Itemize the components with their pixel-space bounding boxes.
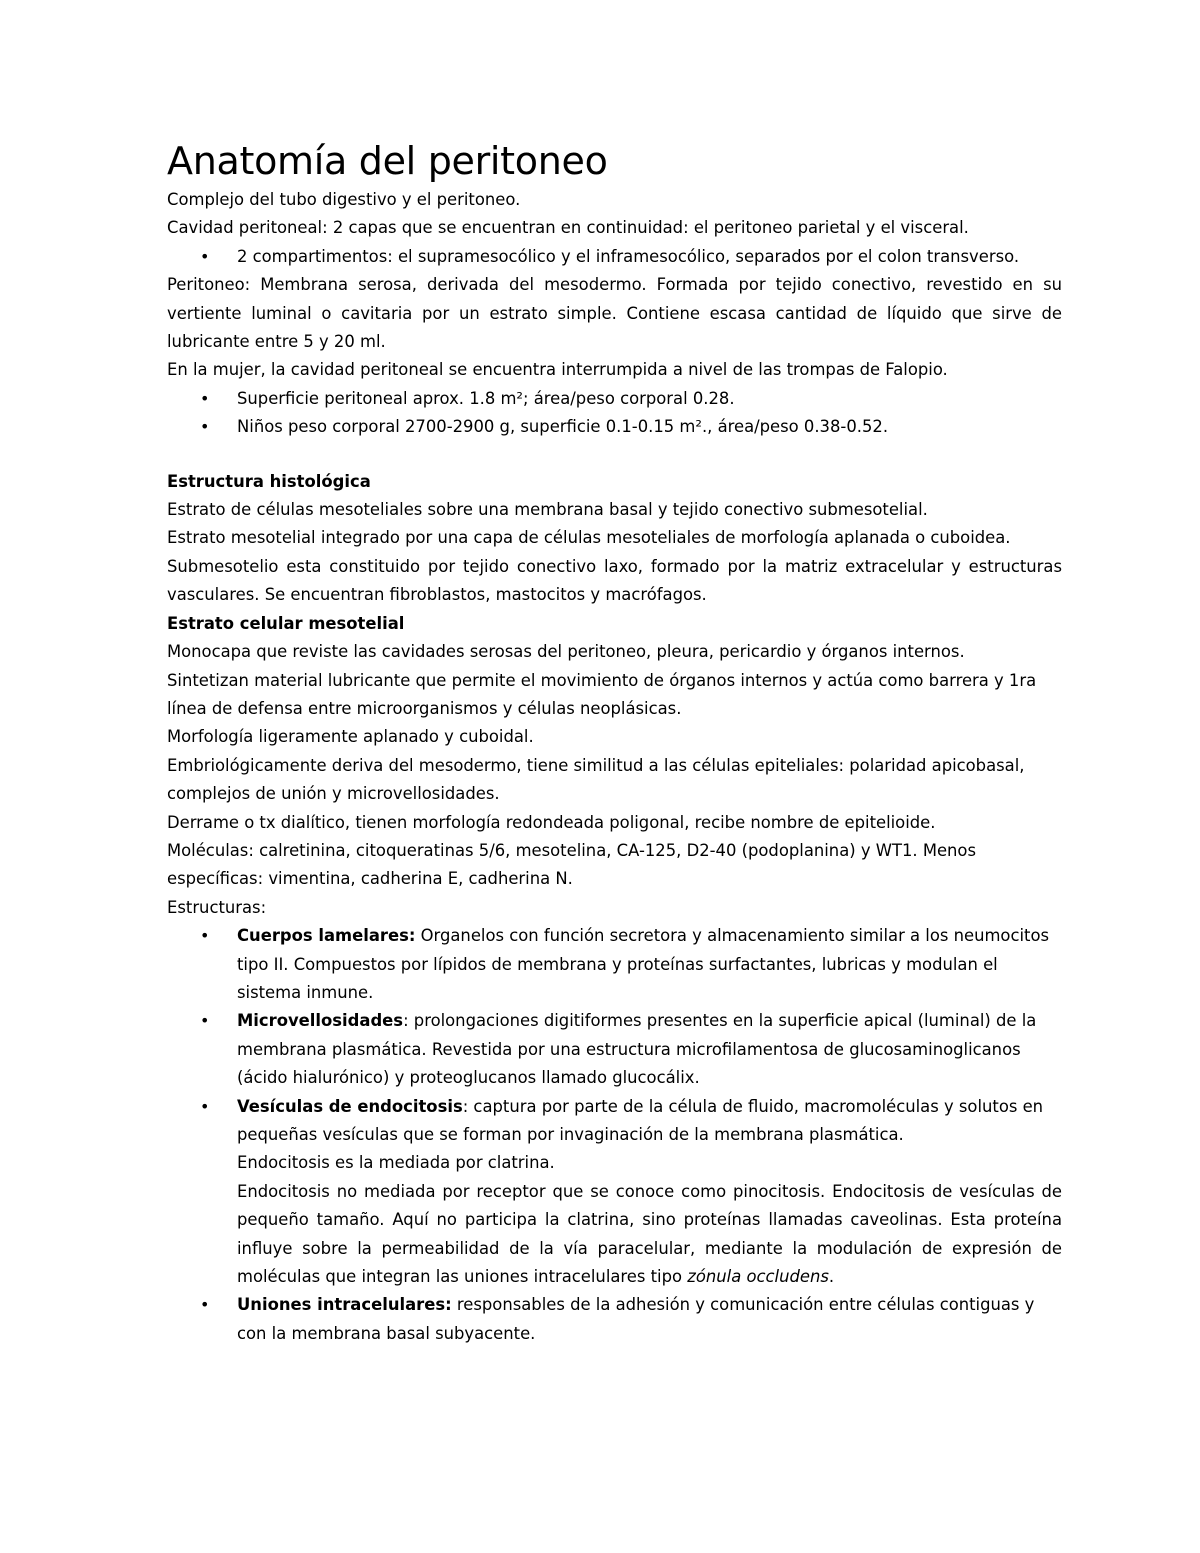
term-text: responsables de la adhesión y comunicación entre células contiguas y con la membrana basal subyacente. bbox=[237, 1295, 1035, 1343]
section-heading-mesotelial: Estrato celular mesotelial bbox=[167, 613, 405, 633]
term-label: Vesículas de endocitosis bbox=[237, 1096, 463, 1116]
term-label: Cuerpos lamelares: bbox=[237, 926, 416, 946]
section-spacer bbox=[167, 442, 1062, 468]
intro-paragraph-3: Peritoneo: Membrana serosa, derivada del mesodermo. Formada por tejido conectivo, revestido en su vertiente luminal o cavitaria por un estrato simple. Contiene escasa cantidad de líquido que sirve de lubricante entre 5 y 20 ml. bbox=[167, 275, 1062, 352]
bullet-icon: • bbox=[200, 1295, 210, 1315]
term-italic: zónula occludens bbox=[687, 1267, 829, 1287]
estructuras-list bbox=[167, 922, 1062, 1348]
mesotelial-paragraph-2: Sintetizan material lubricante que permite el movimiento de órganos internos y actúa como barrera y 1ra línea de defensa entre microorganismos y células neoplásicas. bbox=[167, 670, 1037, 718]
intro-list-2 bbox=[167, 385, 1062, 442]
mesotelial-paragraph-4: Embriológicamente deriva del mesodermo, tiene similitud a las células epiteliales: polaridad apicobasal, complejos de unión y microvellosidades. bbox=[167, 755, 1025, 804]
term-subtext-end: . bbox=[828, 1267, 835, 1287]
term-subtext: Endocitosis no mediada por receptor que se conoce como pinocitosis. Endocitosis de vesículas de pequeño tamaño. Aquí no participa la clatrina, sino proteínas llamadas caveolinas. Esta proteína influye sobre la permeabilidad de la vía paracelular, mediante la modulación de expresión de moléculas que integran las uniones intracelulares tipo bbox=[237, 1181, 1062, 1287]
document-body bbox=[167, 138, 1062, 1348]
list-item-ninos bbox=[167, 413, 1062, 441]
bullet-icon: • bbox=[200, 417, 210, 437]
term-subparagraph-1: Endocitosis es la mediada por clatrina. bbox=[237, 1153, 555, 1173]
term-subparagraph-2 bbox=[237, 1178, 1062, 1292]
term-text: : prolongaciones digitiformes presentes en la superficie apical (luminal) de la membrana plasmática. Revestida por una estructura microfilamentosa de glucosaminoglicanos (ácido hialurónico) y proteoglucanos llamado glucocálix. bbox=[237, 1011, 1037, 1088]
term-label: Microvellosidades bbox=[237, 1011, 404, 1031]
mesotelial-paragraph-3: Morfología ligeramente aplanado y cuboidal. bbox=[167, 727, 534, 747]
mesotelial-paragraph-1: Monocapa que reviste las cavidades serosas del peritoneo, pleura, pericardio y órganos internos. bbox=[167, 642, 965, 662]
mesotelial-paragraph-7: Estructuras: bbox=[167, 897, 267, 917]
list-item-text: 2 compartimentos: el supramesocólico y el inframesocólico, separados por el colon transverso. bbox=[237, 246, 1020, 266]
histologia-paragraph-1: Estrato de células mesoteliales sobre una membrana basal y tejido conectivo submesotelial. bbox=[167, 500, 928, 520]
list-item-microvellosidades bbox=[167, 1007, 1062, 1092]
bullet-icon: • bbox=[200, 1096, 210, 1116]
mesotelial-paragraph-5: Derrame o tx dialítico, tienen morfología redondeada poligonal, recibe nombre de epitelioide. bbox=[167, 812, 936, 832]
bullet-icon: • bbox=[200, 246, 210, 266]
list-item-uniones-intracelulares bbox=[167, 1291, 1062, 1348]
list-item-cuerpos-lamelares bbox=[167, 922, 1062, 1007]
list-item-text: Niños peso corporal 2700-2900 g, superficie 0.1-0.15 m²., área/peso 0.38-0.52. bbox=[237, 417, 889, 437]
intro-paragraph-2: Cavidad peritoneal: 2 capas que se encuentran en continuidad: el peritoneo parietal y el visceral. bbox=[167, 218, 969, 238]
page-title: Anatomía del peritoneo bbox=[167, 139, 608, 183]
intro-list-1 bbox=[167, 243, 1062, 271]
term-text: : captura por parte de la célula de fluido, macromoléculas y solutos en pequeñas vesículas que se forman por invaginación de la membrana plasmática. bbox=[237, 1096, 1044, 1144]
intro-paragraph-4: En la mujer, la cavidad peritoneal se encuentra interrumpida a nivel de las trompas de Falopio. bbox=[167, 360, 948, 380]
bullet-icon: • bbox=[200, 1011, 210, 1031]
term-text: Organelos con función secretora y almacenamiento similar a los neumocitos tipo II. Compuestos por lípidos de membrana y proteínas surfactantes, lubricas y modulan el sistema inmune. bbox=[237, 926, 1050, 1002]
term-label: Uniones intracelulares: bbox=[237, 1295, 452, 1315]
bullet-icon: • bbox=[200, 926, 210, 946]
list-item-superficie bbox=[167, 385, 1062, 413]
bullet-icon: • bbox=[200, 388, 210, 408]
histologia-paragraph-3: Submesotelio esta constituido por tejido conectivo laxo, formado por la matriz extracelular y estructuras vasculares. Se encuentran fibroblastos, mastocitos y macrófagos. bbox=[167, 556, 1062, 605]
histologia-paragraph-2: Estrato mesotelial integrado por una capa de células mesoteliales de morfología aplanada o cuboidea. bbox=[167, 528, 1011, 548]
list-item-vesiculas-endocitosis bbox=[167, 1093, 1062, 1292]
intro-paragraph-1: Complejo del tubo digestivo y el peritoneo. bbox=[167, 190, 521, 209]
list-item-text: Superficie peritoneal aprox. 1.8 m²; área/peso corporal 0.28. bbox=[237, 388, 735, 408]
list-item-compartimentos bbox=[167, 243, 1062, 271]
mesotelial-paragraph-6: Moléculas: calretinina, citoqueratinas 5/6, mesotelina, CA-125, D2-40 (podoplanina) y WT1. Menos específicas: vimentina, cadherina E, cadherina N. bbox=[167, 840, 976, 889]
section-heading-histologica: Estructura histológica bbox=[167, 471, 371, 491]
